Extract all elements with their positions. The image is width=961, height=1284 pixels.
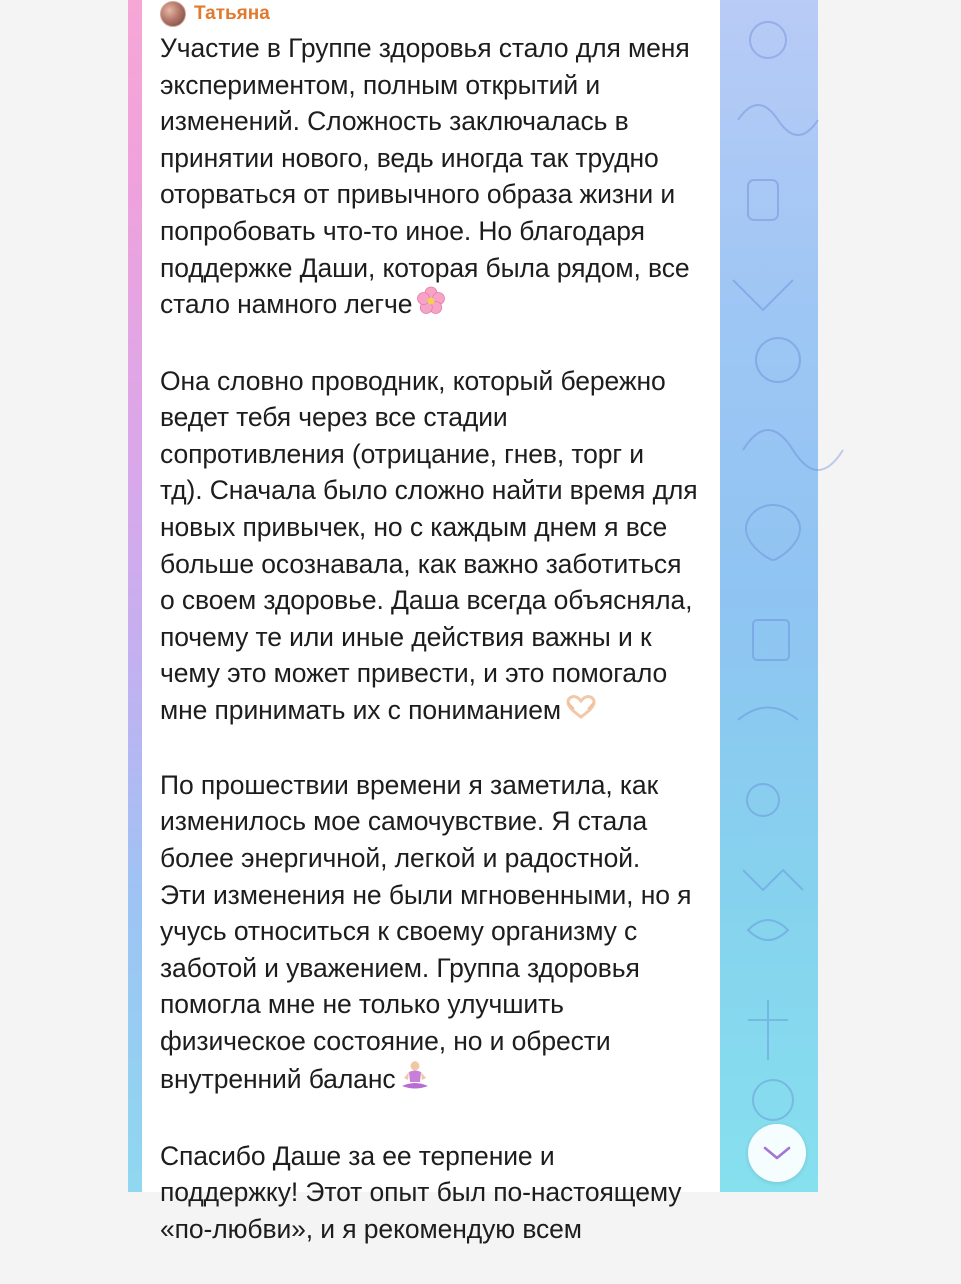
message-line: принятии нового, ведь иногда так трудно [160,142,659,173]
message-line: больше осознавала, как важно заботиться [160,548,682,579]
message-line: помогла мне не только улучшить [160,989,564,1020]
message-paragraph-1 [160,30,720,326]
message-line: мне принимать их с пониманием [160,694,561,725]
message-paragraph-3 [160,767,720,1101]
message-line: стало намного легче [160,289,413,320]
message-line: внутренний баланс [160,1063,396,1094]
chat-background-pattern [718,0,818,1192]
message-line: поддержке Даши, которая была рядом, все [160,252,690,283]
message-line-with-emoji [160,692,720,730]
message-bubble [142,0,720,1244]
message-line: ведет тебя через все стадии [160,402,508,433]
message-line: физическое состояние, но и обрести [160,1025,611,1056]
message-line: изменилось мое самочувствие. Я стала [160,806,648,837]
scroll-to-bottom-button[interactable] [748,1124,806,1182]
message-line: Спасибо Даше за ее терпение и [160,1140,555,1171]
message-line: экспериментом, полным открытий и [160,69,601,100]
message-line: более энергичной, легкой и радостной. [160,842,641,873]
lotus-position-emoji [400,1060,430,1102]
message-line: изменений. Сложность заключалась в [160,106,629,137]
message-line: тд). Сначала было сложно найти время для [160,475,698,506]
blossom-emoji [416,286,446,326]
message-line: Участие в Группе здоровья стало для меня [160,33,690,63]
message-line: почему те или иные действия важны и к [160,621,652,652]
message-line: По прошествии времени я заметила, как [160,769,659,800]
message-line: чему это может привести, и это помогало [160,658,668,689]
message-line: о своем здоровье. Даша всегда объясняла, [160,585,693,616]
message-text [160,30,720,1284]
message-line: попробовать что-то иное. Но благодаря [160,215,645,246]
sender-name[interactable]: Татьяна [194,3,270,24]
heart-hands-emoji [565,694,597,731]
message-line: заботой и уважением. Группа здоровья [160,952,640,983]
avatar[interactable] [160,1,186,27]
doodle-pattern-icon [718,0,818,1192]
message-paragraph-2 [160,363,720,731]
message-line: новых привычек, но с каждым днем я все [160,511,668,542]
message-line-with-emoji [160,1060,720,1102]
chevron-down-icon [761,1143,793,1163]
message-line: Эти изменения не были мгновенными, но я [160,879,692,910]
message-line-with-emoji [160,286,720,326]
message-line: Она словно проводник, который бережно [160,365,666,396]
message-line: учусь относиться к своему организму с [160,916,638,947]
message-line: поддержку! Этот опыт был по-настоящему [160,1177,682,1208]
message-line: «по-любви», и я рекомендую всем [160,1213,582,1244]
message-paragraph-4 [160,1138,720,1248]
message-line: сопротивления (отрицание, гнев, торг и [160,438,644,469]
sender-header[interactable] [160,0,270,28]
message-line: оторваться от привычного образа жизни и [160,179,676,210]
